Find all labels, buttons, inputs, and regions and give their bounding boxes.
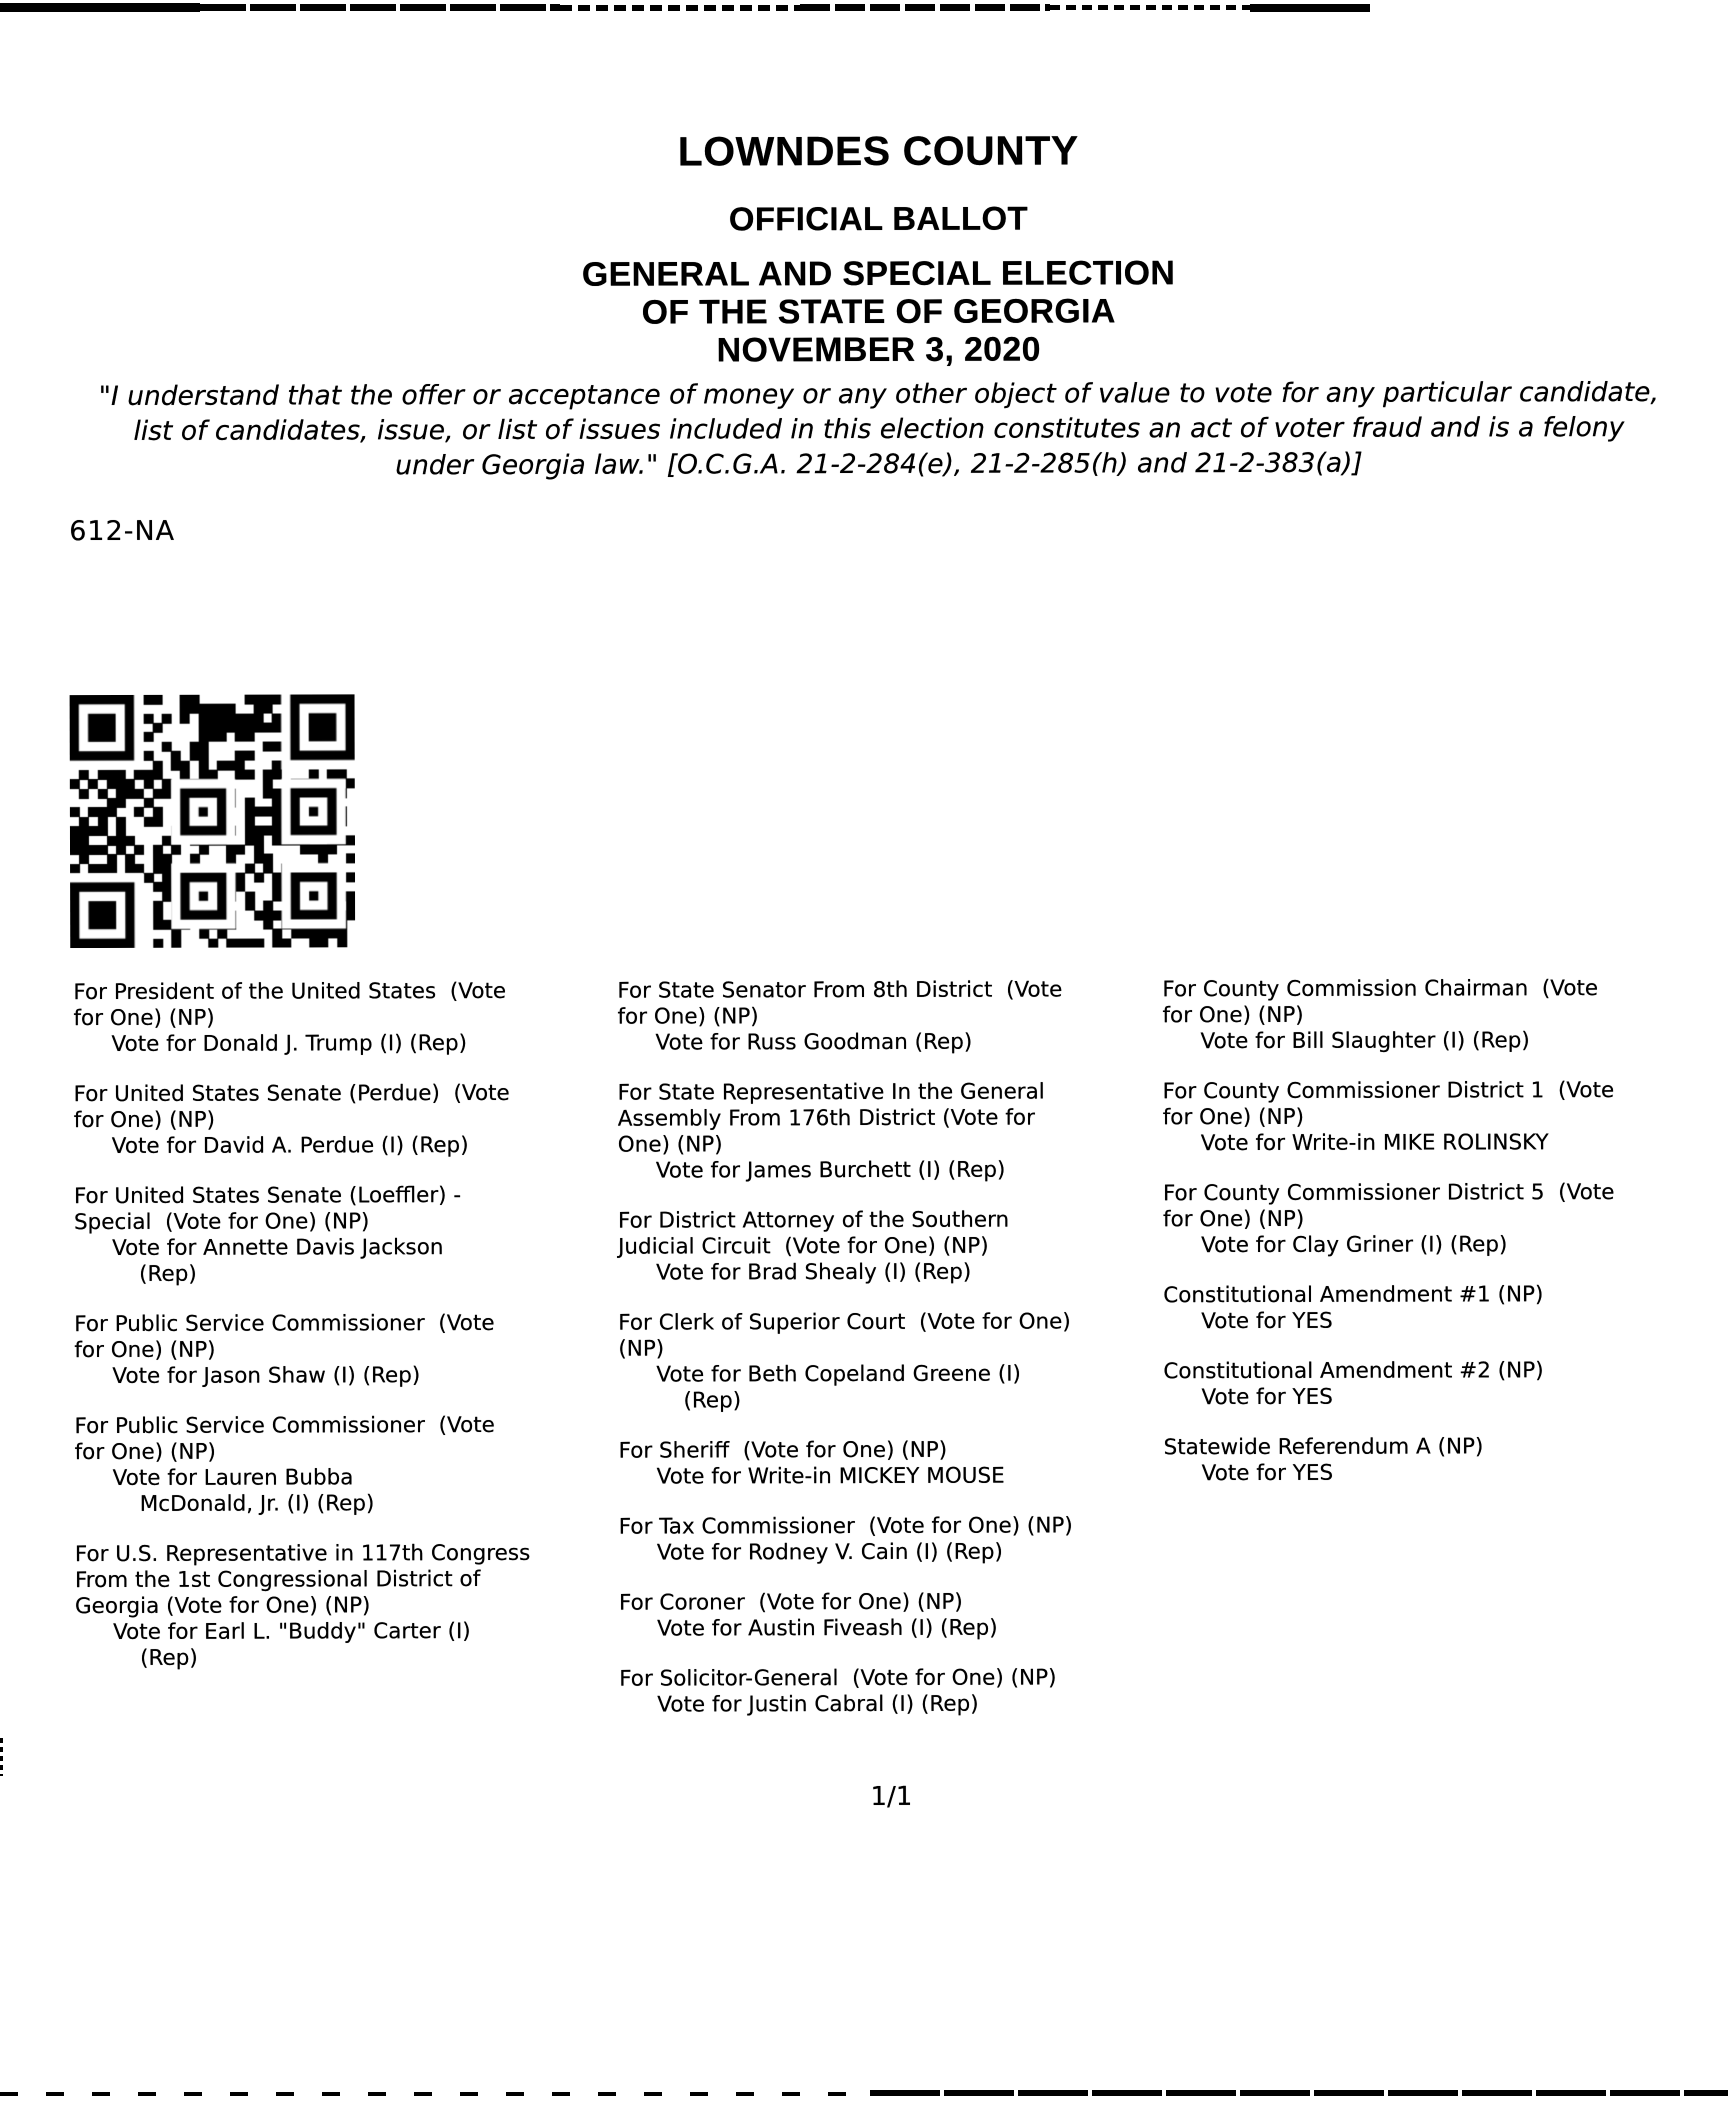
contest-title-line: Judicial Circuit (Vote for One) (NP) xyxy=(618,1233,989,1260)
contest-block xyxy=(1163,1078,1728,1157)
contest-title-line: Georgia (Vote for One) (NP) xyxy=(74,1593,371,1620)
contest-title-line: For U.S. Representative in 117th Congress xyxy=(74,1540,531,1568)
election-title-line: NOVEMBER 3, 2020 xyxy=(716,330,1041,370)
disclaimer-line: list of candidates, issue, or list of issues included in this election constitutes an act of voter fraud and is a felony xyxy=(133,412,1625,447)
contest-block xyxy=(74,1311,640,1390)
contest-title-line: for One) (NP) xyxy=(74,1439,216,1466)
vote-selection-line: Vote for Write-in MIKE ROLINSKY xyxy=(1200,1130,1549,1157)
contest-title-line: for One) (NP) xyxy=(73,1107,215,1134)
ballot-columns xyxy=(0,976,1728,1718)
vote-selection-line: Vote for Rodney V. Cain (I) (Rep) xyxy=(656,1539,1003,1566)
contest-title-line: For Public Service Commissioner (Vote xyxy=(74,1310,495,1338)
ballot-column-2 xyxy=(617,977,1185,1742)
qr-code xyxy=(70,694,356,948)
page-number: 1/1 xyxy=(870,1781,913,1812)
contest-title-line: Constitutional Amendment #2 (NP) xyxy=(1163,1358,1544,1385)
contest-title-line: for One) (NP) xyxy=(1162,1002,1304,1029)
ballot-column-3 xyxy=(1162,976,1728,1511)
contest-title-line: For Clerk of Superior Court (Vote for One) xyxy=(618,1309,1071,1336)
contest-block xyxy=(75,1541,641,1672)
contest-block xyxy=(73,979,639,1058)
contest-block xyxy=(1162,976,1728,1055)
election-title xyxy=(14,253,1728,372)
vote-selection-line: Vote for YES xyxy=(1201,1384,1333,1411)
contest-title-line: For Public Service Commissioner (Vote xyxy=(74,1412,495,1440)
vote-selection-line: (Rep) xyxy=(683,1388,742,1414)
contest-title-line: For Tax Commissioner (Vote for One) (NP) xyxy=(618,1513,1073,1540)
contest-block xyxy=(1164,1434,1728,1487)
vote-selection-line: Vote for James Burchett (I) (Rep) xyxy=(655,1157,1006,1184)
vote-selection-line: Vote for Justin Cabral (I) (Rep) xyxy=(657,1691,979,1718)
vote-selection-line: Vote for Bill Slaughter (I) (Rep) xyxy=(1200,1028,1530,1055)
vote-selection-line: Vote for Annette Davis Jackson xyxy=(112,1235,444,1261)
contest-title-line: From the 1st Congressional District of xyxy=(74,1567,481,1594)
election-title-line: OF THE STATE OF GEORGIA xyxy=(641,292,1116,332)
contest-title-line: for One) (NP) xyxy=(1162,1206,1305,1233)
contest-block xyxy=(619,1589,1185,1642)
contest-title-line: Statewide Referendum A (NP) xyxy=(1163,1434,1484,1461)
ballot-column-1 xyxy=(73,979,641,1696)
contest-title-line: Special (Vote for One) (NP) xyxy=(73,1209,370,1236)
disclaimer-line: "I understand that the offer or acceptance of money or any other object of value to vote for any particular candidate, xyxy=(98,376,1659,413)
contest-title-line: for One) (NP) xyxy=(74,1337,216,1364)
contest-title-line: For County Commission Chairman (Vote xyxy=(1162,976,1599,1003)
contest-title-line: for One) (NP) xyxy=(73,1005,215,1032)
contest-title-line: For State Senator From 8th District (Vote xyxy=(617,977,1063,1004)
contest-title-line: For United States Senate (Perdue) (Vote xyxy=(73,1080,510,1108)
contest-block xyxy=(74,1413,640,1518)
vote-selection-line: Vote for YES xyxy=(1201,1308,1333,1335)
vote-selection-line: (Rep) xyxy=(139,1261,197,1287)
vote-selection-line: Vote for Lauren Bubba xyxy=(112,1465,354,1491)
contest-title-line: One) (NP) xyxy=(617,1132,723,1158)
contest-block xyxy=(74,1081,640,1160)
disclaimer-line: under Georgia law." [O.C.G.A. 21-2-284(e), 21-2-285(h) and 21-2-383(a)] xyxy=(395,447,1363,482)
contest-block xyxy=(618,1079,1184,1184)
contest-block xyxy=(1163,1358,1728,1411)
contest-title-line: For Sheriff (Vote for One) (NP) xyxy=(618,1437,948,1464)
contest-block xyxy=(619,1437,1185,1490)
election-title-line: GENERAL AND SPECIAL ELECTION xyxy=(581,254,1176,294)
vote-selection-line: Vote for Donald J. Trump (I) (Rep) xyxy=(111,1031,468,1057)
contest-title-line: for One) (NP) xyxy=(1162,1104,1304,1131)
contest-title-line: For District Attorney of the Southern xyxy=(617,1207,1010,1234)
voter-fraud-disclaimer xyxy=(15,375,1728,485)
ballot-type-title: OFFICIAL BALLOT xyxy=(728,199,1028,238)
contest-block xyxy=(74,1183,640,1288)
contest-title-line: For State Representative In the General xyxy=(617,1079,1045,1106)
contest-title-line: For Coroner (Vote for One) (NP) xyxy=(618,1589,963,1616)
vote-selection-line: Vote for Earl L. "Buddy" Carter (I) xyxy=(113,1619,471,1645)
ballot-style-code: 612-NA xyxy=(69,515,176,548)
contest-title-line: For President of the United States (Vote xyxy=(73,978,507,1006)
contest-title-line: For County Commissioner District 5 (Vote xyxy=(1162,1180,1615,1207)
ballot-header xyxy=(14,126,1728,372)
vote-selection-line: Vote for Clay Griner (I) (Rep) xyxy=(1201,1232,1508,1259)
vote-selection-line: Vote for Beth Copeland Greene (I) xyxy=(656,1361,1021,1388)
contest-block xyxy=(617,977,1183,1056)
contest-block xyxy=(618,1309,1184,1414)
contest-block xyxy=(619,1513,1185,1566)
vote-selection-line: Vote for David A. Perdue (I) (Rep) xyxy=(111,1133,469,1159)
contest-title-line: for One) (NP) xyxy=(617,1004,759,1030)
contest-title-line: Constitutional Amendment #1 (NP) xyxy=(1163,1282,1544,1309)
vote-selection-line: Vote for YES xyxy=(1201,1460,1334,1487)
vote-selection-line: Vote for Austin Fiveash (I) (Rep) xyxy=(657,1615,998,1642)
contest-title-line: For Solicitor-General (Vote for One) (NP) xyxy=(619,1665,1057,1692)
contest-title-line: (NP) xyxy=(618,1336,665,1362)
contest-block xyxy=(1163,1282,1728,1335)
vote-selection-line: Vote for Russ Goodman (Rep) xyxy=(655,1029,973,1056)
vote-selection-line: Vote for Write-in MICKEY MOUSE xyxy=(656,1463,1005,1490)
contest-title-line: For County Commissioner District 1 (Vote xyxy=(1162,1078,1615,1105)
vote-selection-line: (Rep) xyxy=(140,1645,198,1671)
contest-block xyxy=(619,1665,1185,1718)
contest-block xyxy=(618,1207,1184,1286)
contest-title-line: Assembly From 176th District (Vote for xyxy=(617,1105,1035,1132)
vote-selection-line: Vote for Brad Shealy (I) (Rep) xyxy=(656,1259,972,1286)
county-title: LOWNDES COUNTY xyxy=(677,127,1079,175)
contest-block xyxy=(1163,1180,1728,1259)
vote-selection-line: McDonald, Jr. (I) (Rep) xyxy=(139,1491,375,1517)
vote-selection-line: Vote for Jason Shaw (I) (Rep) xyxy=(112,1363,421,1389)
contest-title-line: For United States Senate (Loeffler) - xyxy=(73,1183,462,1210)
